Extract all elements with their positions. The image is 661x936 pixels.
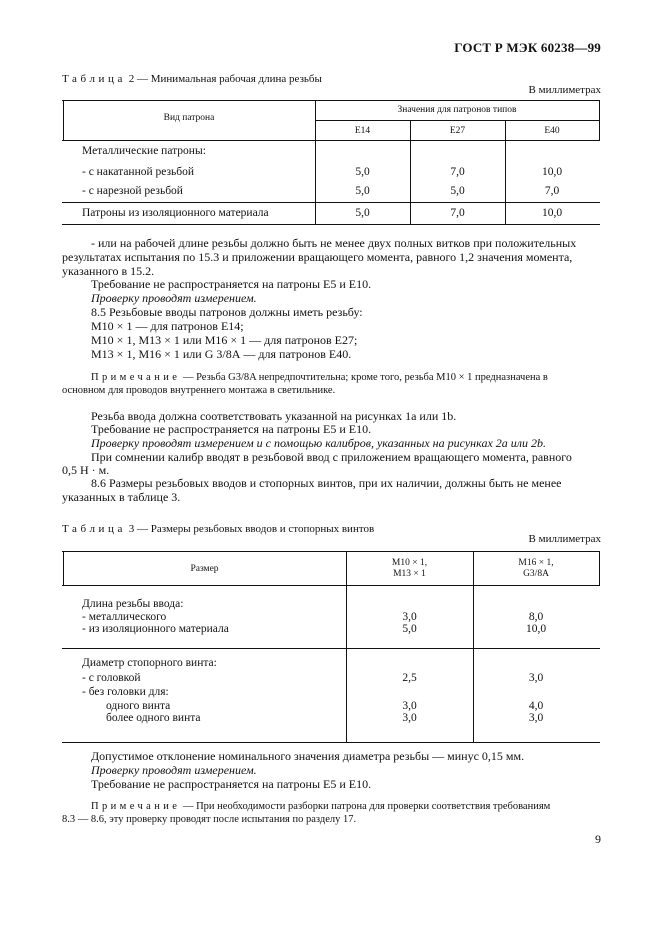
table3-row-label: - металлического <box>82 611 167 623</box>
table2-top-rule <box>62 100 600 101</box>
table3-cell: 5,0 <box>402 623 417 635</box>
table3-cell: 3,0 <box>402 712 417 724</box>
table2-cell: 5,0 <box>355 207 370 219</box>
table2-row-label: Патроны из изоляционного материала <box>82 207 269 219</box>
table3-row-label: более одного винта <box>106 712 201 724</box>
paragraph-line: - или на рабочей длине резьбы должно быть не менее двух полных витков при положительных <box>91 236 577 250</box>
table2-row-label: - с нарезной резьбой <box>82 185 183 197</box>
table2-cell: 5,0 <box>355 166 370 178</box>
table3-right-border <box>599 551 600 585</box>
table3-col-size-header: Размер <box>190 564 219 574</box>
table2-cell: 5,0 <box>355 185 370 197</box>
table3-cell: 4,0 <box>528 700 544 712</box>
verification-text: Проверку проводят измерением. <box>91 291 257 305</box>
requirement-text: Требование не распространяется на патроны Е5 и Е10. <box>91 277 372 291</box>
page-number: 9 <box>595 832 601 846</box>
note-1-text: — Резьба G3/8A непредпочтительна; кроме того, резьба М10 × 1 предназначена в <box>180 372 548 383</box>
clause-8-5: 8.5 Резьбовые вводы патронов должны иметь резьбу: <box>91 305 363 319</box>
table3-cell: 3,0 <box>528 672 544 684</box>
paragraph-line: результатах испытания по 15.3 и приложении вращающего момента, равного 1,2 значения момента, <box>62 250 573 264</box>
table3-caption-text: 3 — Размеры резьбовых вводов и стопорных винтов <box>126 523 375 535</box>
table2-subheader-rule <box>315 120 599 121</box>
table3-col3-header: М16 × 1, <box>518 558 554 568</box>
table2-right-border <box>599 100 600 140</box>
table3-cell: 2,5 <box>402 672 417 684</box>
table3-col2-header: М13 × 1 <box>393 569 426 579</box>
table2-caption-word: Таблица <box>62 73 126 85</box>
table3-cell: 8,0 <box>528 611 544 623</box>
table3-col3-header: G3/8A <box>523 569 549 579</box>
paragraph-line: При сомнении калибр вводят в резьбовой ввод с приложением вращающего момента, равного <box>91 450 572 464</box>
table2-cell: 10,0 <box>541 207 563 219</box>
table3-row-label: - с головкой <box>82 672 141 684</box>
verification-text: Проверку проводят измерением и с помощью калибров, указанных на рисунках 2а или 2b. <box>91 436 547 450</box>
document-code: ГОСТ Р МЭК 60238—99 <box>454 40 601 55</box>
paragraph-line: Допустимое отклонение номинального значения диаметра резьбы — минус 0,15 мм. <box>91 749 525 763</box>
table2-col-group-header: Значения для патронов типов <box>397 105 517 115</box>
requirement-text: Требование не распространяется на патроны Е5 и Е10. <box>91 422 372 436</box>
note-1-word: Примечание <box>91 372 181 383</box>
table3-unit: В миллиметрах <box>528 533 601 545</box>
table3-top-rule <box>62 551 600 552</box>
table3-cell: 10,0 <box>525 623 547 635</box>
table3-group-title: Диаметр стопорного винта: <box>82 657 217 669</box>
thread-line: М10 × 1, М13 × 1 или М16 × 1 — для патронов Е27; <box>91 333 358 347</box>
table3-bottom-rule <box>62 742 600 743</box>
paragraph-line: указанного в 15.2. <box>62 264 155 278</box>
paragraph-line: Резьба ввода должна соответствовать указанной на рисунках 1а или 1b. <box>91 409 457 423</box>
table2-col-type-header: Вид патрона <box>163 113 215 123</box>
table3-caption <box>62 523 374 535</box>
table2-header-rule <box>62 140 600 141</box>
clause-8-6: 8.6 Размеры резьбовых вводов и стопорных винтов, при их наличии, должны быть не менее <box>91 476 562 490</box>
table3-group-title: Длина резьбы ввода: <box>82 598 184 610</box>
table2-col-label: Е14 <box>354 126 371 136</box>
requirement-text: Требование не распространяется на патроны Е5 и Е10. <box>91 777 372 791</box>
table3-cell: 3,0 <box>402 700 417 712</box>
thread-line: М10 × 1 — для патронов Е14; <box>91 319 244 333</box>
table2-bottom-rule <box>62 224 600 225</box>
table2-col-label: Е27 <box>449 126 466 136</box>
table2-row-label: - с накатанной резьбой <box>82 166 195 178</box>
note-1-line2: основном для проводов внутреннего монтажа в светильнике. <box>62 385 336 396</box>
table2-cell: 5,0 <box>450 185 465 197</box>
table2-col-label: Е40 <box>544 126 560 136</box>
note-2 <box>91 800 550 813</box>
table2-cell: 10,0 <box>541 166 563 178</box>
table3-header-rule <box>62 585 600 586</box>
verification-text: Проверку проводят измерением. <box>91 763 257 777</box>
note-2-text: — При необходимости разборки патрона для проверки соответствия требованиям <box>180 801 551 812</box>
table2-caption-text: 2 — Минимальная рабочая длина резьбы <box>126 73 322 85</box>
table3-cell: 3,0 <box>402 611 417 623</box>
table3-cell: 3,0 <box>528 712 544 724</box>
note-1 <box>91 371 548 384</box>
note-2-word: Примечание <box>91 801 181 812</box>
table2-row-label: Металлические патроны: <box>82 145 206 157</box>
table3-row-rule <box>62 648 600 649</box>
table3-row-label: - без головки для: <box>82 686 169 698</box>
table2-cell: 7,0 <box>450 166 465 178</box>
table3-col2-header: М10 × 1, <box>391 558 428 568</box>
table2-row-rule <box>62 202 600 203</box>
table2-cell: 7,0 <box>450 207 465 219</box>
table3-caption-word: Таблица <box>62 523 126 535</box>
table2-unit: В миллиметрах <box>528 84 601 96</box>
table3-row-label: одного винта <box>106 700 171 712</box>
table3-row-label: - из изоляционного материала <box>82 623 229 635</box>
table2-cell: 7,0 <box>544 185 560 197</box>
thread-line: М13 × 1, М16 × 1 или G 3/8А — для патронов Е40. <box>91 347 352 361</box>
paragraph-line: 0,5 Н · м. <box>62 463 110 477</box>
note-2-line2: 8.3 — 8.6, эту проверку проводят после испытания по разделу 17. <box>62 814 357 825</box>
table2-caption <box>62 73 322 85</box>
paragraph-line: указанных в таблице 3. <box>62 490 181 504</box>
